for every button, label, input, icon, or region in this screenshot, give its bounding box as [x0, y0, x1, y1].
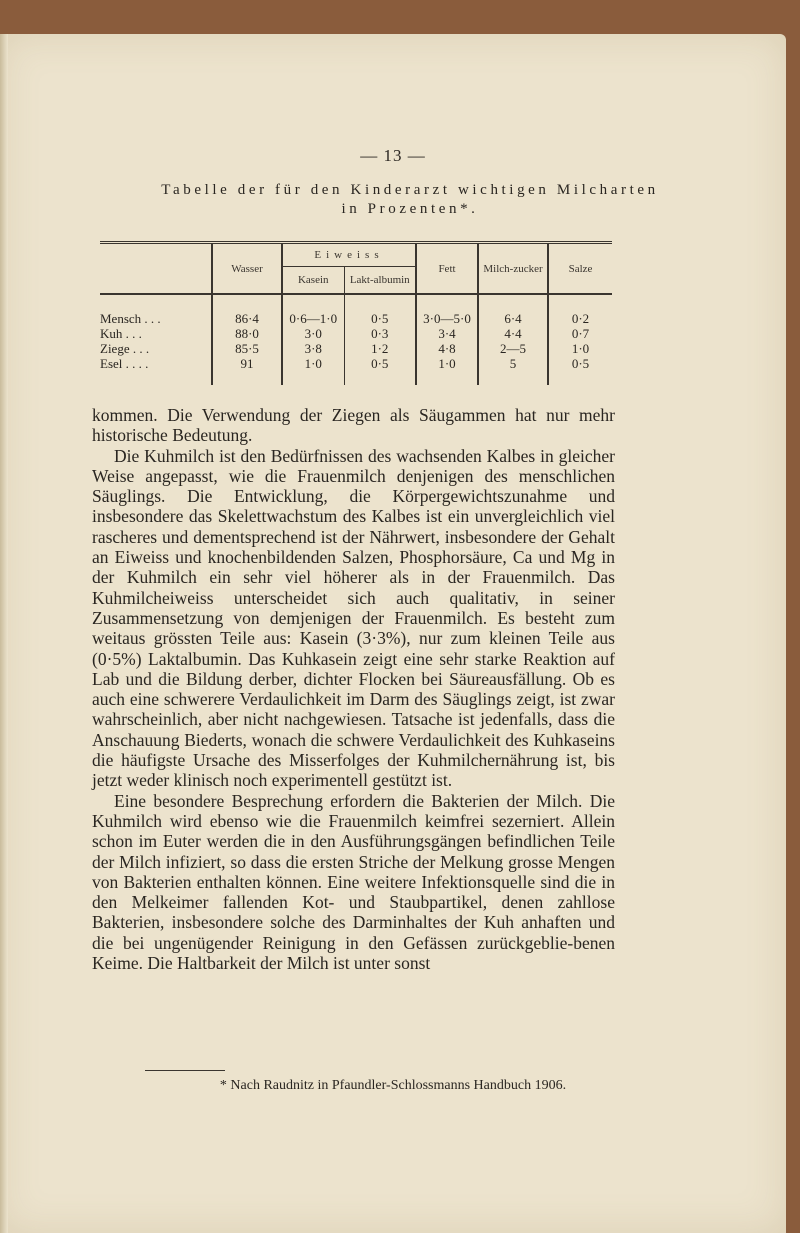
cell-fett: 1·0: [416, 356, 478, 371]
cell-wasser: 86·4: [212, 311, 282, 326]
table-title: [40, 181, 780, 219]
cell-laktalbumin: 0·5: [344, 311, 416, 326]
table-title-line1: Tabelle der für den Kinderarzt wichtigen Milcharten: [161, 182, 659, 198]
header-salze: Salze: [548, 243, 612, 295]
header-kasein: Kasein: [282, 267, 344, 295]
header-milchzucker: Milch-zucker: [478, 243, 548, 295]
cell-milchzucker: 6·4: [478, 311, 548, 326]
page-number: — 13 —: [360, 146, 426, 165]
row-label: Kuh . . .: [100, 326, 142, 341]
paragraph: Eine besondere Besprechung erfordern die Bakterien der Milch. Die Kuhmilch wird ebenso wie die Frauenmilch keimfrei sezerniert. Allein schon im Euter werden die in den Ausführungsgängen befindlichen Teile der Milch infiziert, so dass die ersten Striche der Melkung grosse Mengen von Bakterien enthalten können. Eine weitere Infektionsquelle sind die in den Melkeimer fallenden Kot- und Staubpartikel, denen zahllose Bakterien, insbesondere solche des Darminhaltes der Kuh anhaften und die bei ungenügender Reinigung in den Gefässen zurückgeblie-benen Keime. Die Haltbarkeit der Milch ist unter sonst: [92, 790, 615, 974]
cell-fett: 3·4: [416, 326, 478, 341]
page-edge: [0, 34, 8, 1233]
cell-milchzucker: 5: [478, 356, 548, 371]
footnote-rule: [145, 1070, 225, 1071]
row-label: Esel . . . .: [100, 356, 149, 371]
book-page: [0, 34, 786, 1233]
cell-fett: 4·8: [416, 341, 478, 356]
header-laktalbumin: Lakt-albumin: [344, 267, 416, 295]
table-title-line2: in Prozenten*.: [341, 201, 479, 217]
cell-wasser: 88·0: [212, 326, 282, 341]
row-label: Ziege . . .: [100, 341, 150, 356]
body-text: [92, 405, 615, 973]
milk-composition-table: [100, 241, 612, 385]
table-row: [100, 326, 612, 341]
cell-salze: 0·2: [548, 311, 612, 326]
header-row: [100, 243, 612, 267]
paragraph: Die Kuhmilch ist den Bedürfnissen des wachsenden Kalbes in gleicher Weise angepasst, wie die Frauenmilch denjenigen des menschlichen Säuglings. Die Entwicklung, die Körpergewichtszunahme und insbesondere das Skelettwachstum des Kalbes ist ein unvergleichlich viel rascheres und dementsprechend ist der Nährwert, insbesondere der Gehalt an Eiweiss und knochenbildenden Salzen, Phosphorsäure, Ca und Mg in der Kuhmilch ein sehr viel höherer als in der Frauenmilch. Das Kuhmilcheiweiss unterscheidet sich auch qualitativ, in seiner Zusammensetzung von demjenigen der Frauenmilch. Es besteht zum weitaus grössten Teile aus: Kasein (3·3%), nur zum kleinen Teile aus (0·5%) Laktalbumin. Das Kuhkasein zeigt eine sehr starke Reaktion auf Lab und die Bildung derber, dichter Flocken bei Säureausfällung. Ob es auch eine schwerere Verdaulichkeit im Darm des Säuglings zeigt, ist zwar wahrscheinlich, aber nicht nachgewiesen. Tatsache ist jedenfalls, dass die Anschauung Biederts, wonach die schwere Verdaulichkeit des Kuhkaseins die häufigste Ursache des Misserfolges der Kuhmilchernährung ist, bis jetzt weder klinisch noch experimentell gestützt ist.: [92, 445, 615, 791]
cell-fett: 3·0—5·0: [416, 311, 478, 326]
cell-salze: 1·0: [548, 341, 612, 356]
cell-laktalbumin: 0·3: [344, 326, 416, 341]
cell-milchzucker: 2—5: [478, 341, 548, 356]
cell-wasser: 91: [212, 356, 282, 371]
row-label: Mensch . . .: [100, 311, 161, 326]
cell-laktalbumin: 1·2: [344, 341, 416, 356]
cell-kasein: 0·6—1·0: [282, 311, 344, 326]
cell-kasein: 3·8: [282, 341, 344, 356]
header-fett: Fett: [416, 243, 478, 295]
cell-salze: 0·5: [548, 356, 612, 371]
table-row: [100, 311, 612, 326]
cell-laktalbumin: 0·5: [344, 356, 416, 371]
cell-wasser: 85·5: [212, 341, 282, 356]
table-row: [100, 356, 612, 371]
table-row: [100, 341, 612, 356]
paragraph: kommen. Die Verwendung der Ziegen als Säugammen hat nur mehr historische Bedeutung.: [92, 405, 615, 446]
header-eiweiss: Eiweiss: [282, 243, 416, 267]
footnote: * Nach Raudnitz in Pfaundler-Schlossmanns Handbuch 1906.: [219, 1078, 567, 1093]
cell-kasein: 3·0: [282, 326, 344, 341]
header-wasser: Wasser: [212, 243, 282, 295]
cell-kasein: 1·0: [282, 356, 344, 371]
cell-milchzucker: 4·4: [478, 326, 548, 341]
cell-salze: 0·7: [548, 326, 612, 341]
